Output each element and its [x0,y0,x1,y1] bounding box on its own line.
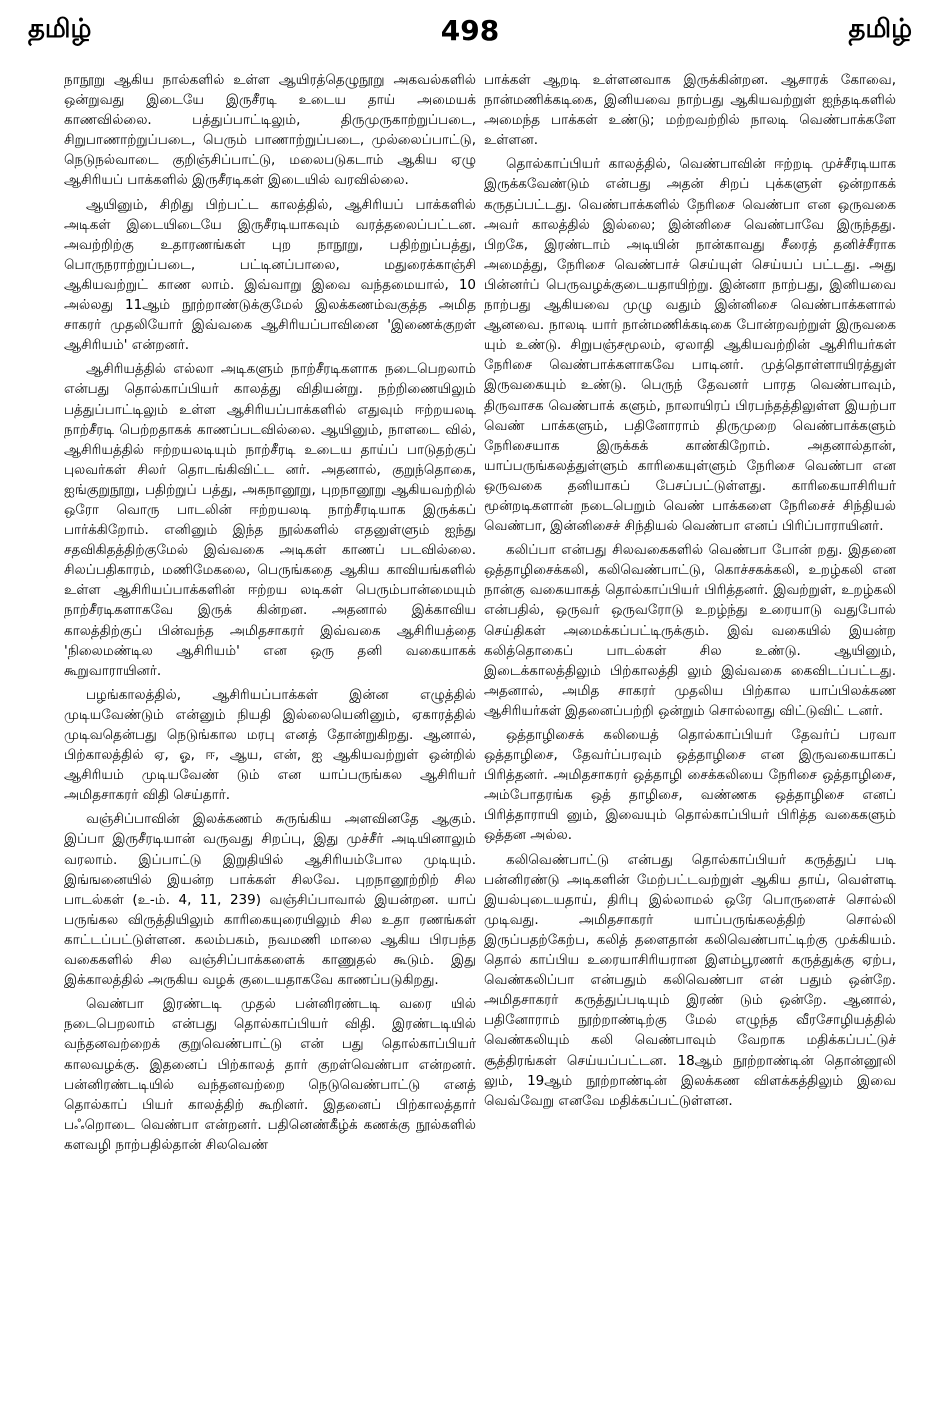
paragraph: பழங்காலத்தில், ஆசிரியப்பாக்கள் இன்ன எழுத்தில் முடியவேண்டும் என்னும் நியதி இல்லையெனினும், ஏகாரத்தில் முடிவதென்பது நெடுங்கால மரபு எனத் தோன்றுகிறது. ஆனால், பிற்காலத்தில் ஏ, ஓ, ஈ, ஆய, என், ஐ ஆகியவற்றுள் ஒன்றில் ஆசிரியம் முடியவேண் டும் என யாப்பருங்கல ஆசிரியர் அமிதசாகரர் விதி செய்தார். [64,686,476,804]
running-head-right: தமிழ் [848,14,912,44]
paragraph: வஞ்சிப்பாவின் இலக்கணம் சுருங்கிய அளவினதே ஆகும். இப்பா இருசீரடியான் வருவது சிறப்பு, இது முச்சீர் அடியினாலும் வரலாம். இப்பாட்டு இறுதியில் ஆசிரியம்போல முடியும். இங்ஙனையில் இயன்ற பாக்கள் சிலவே. புறநானூற்றிற் சில பாடல்கள் (உ-ம். 4, 11, 239) வஞ்சிப்பாவால் இயன்றன. யாப் பருங்கல விருத்தியிலும் காரிகையுரையிலும் சில உதா ரணங்கள் காட்டப்பட்டுள்ளன. கலம்பகம், நவமணி மாலை ஆகிய பிரபந்த வகைகளில் சில வஞ்சிப்பாக்களைக் காணுதல் கூடும். இது இக்காலத்தில் அருகிய வழக் குடையதாகவே காணப்படுகிறது. [64,811,476,989]
paragraph: கலிப்பா என்பது சிலவகைகளில் வெண்பா போன் றது. இதனை ஒத்தாழிசைக்கலி, கலிவெண்பாட்டு, கொச்சகக்கலி, உறழ்கலி என நான்கு வகையாகத் தொல்காப்பியர் பிரித்தனர். இவற்றுள், உறழ்கலி என்பதில், ஒருவர் ஒருவரோடு உறழ்ந்து உரையாடு வதுபோல் செய்திகள் அமைக்கப்பட்டிருக்கும். இவ் வகையில் இயன்ற கலித்தொகைப் பாடல்கள் சில உண்டு. ஆயினும், இடைக்காலத்திலும் பிற்காலத்தி லும் இவ்வகை கைவிடப்பட்டது. அதனால், அமித சாகரர் முதலிய பிற்கால யாப்பிலக்கண ஆசிரியர்கள் இதனைப்பற்றி ஒன்றும் சொல்லாது விட்டுவிட் டனர். [484,542,896,719]
left-column [64,70,476,1159]
right-column [484,70,896,1115]
running-head-left: தமிழ் [28,14,92,44]
page-header [28,14,912,58]
paragraph: ஒத்தாழிசைக் கலியைத் தொல்காப்பியர் தேவர்ப் பரவா ஒத்தாழிசை, தேவர்ப்பரவும் ஒத்தாழிசை என இருவகையாகப் பிரித்தனர். அமிதசாகரர் ஒத்தாழி சைக்கலியை நேரிசை ஒத்தாழிசை, அம்போதரங்க ஒத் தாழிசை, வண்ணக ஒத்தாழிசை எனப் பிரித்தாராயி னும், இவையும் தொல்காப்பியர் பிரித்த வகைகளும் ஒத்தன அல்ல. [484,727,896,844]
paragraph: வெண்பா இரண்டடி முதல் பன்னிரண்டடி வரை யில் நடைபெறலாம் என்பது தொல்காப்பியர் விதி. இரண்டடியில் வந்தனவற்றைக் குறுவெண்பாட்டு என் பது தொல்காப்பியர் காலவழக்கு. இதனைப் பிற்காலத் தார் குறள்வெண்பா என்றனர். பன்னிரண்டடியில் வந்தனவற்றை நெடுவெண்பாட்டு எனத் தொல்காப் பியர் காலத்திற் கூறினர். இதனைப் பிற்காலத்தார் பஃறொடை வெண்பா என்றனர். பதினெண்கீழ்க் கணக்கு நூல்களில் களவழி நாற்பதில்தான் சிலவெண் [64,996,476,1153]
paragraph: தொல்காப்பியர் காலத்தில், வெண்பாவின் ஈற்றடி முச்சீரடியாக இருக்கவேண்டும் என்பது அதன் சிறப் புக்களுள் ஒன்றாகக் கருதப்பட்டது. வெண்பாக்களில் நேரிசை வெண்பா என ஒருவகை அவர் காலத்தில் இல்லை; இன்னிசை வெண்பாவே இருந்தது. பிறகே, இரண்டாம் அடியின் நான்காவது சீரைத் தனிச்சீராக அமைத்து, நேரிசை வெண்பாச் செய்யுள் செய்யப் பட்டது. அது பின்னர்ப் பெருவழக்குடையதாயிற்று. இன்னா நாற்பது, இனியவை நாற்பது ஆகியவை முழு வதும் இன்னிசை வெண்பாக்களால் ஆனவை. நாலடி யார் நான்மணிக்கடிகை போன்றவற்றுள் இருவகை யும் உண்டு. சிறுபஞ்சமூலம், ஏலாதி ஆகியவற்றின் ஆசிரியர்கள் நேரிசை வெண்பாக்களாகவே பாடினர். முத்தொள்ளாயிரத்துள் இருவகையும் உண்டு. பெருந் தேவனர் பாரத வெண்பாவும், திருவாசக வெண்பாக் களும், நாலாயிரப் பிரபந்தத்திலுள்ள இயற்பா வெண் பாக்களும், பதினோராம் திருமுறை வெண்பாக்களும் நேரிசையாக இருக்கக் காண்கிறோம். அதனால்தான், யாப்பருங்கலத்துள்ளும் காரிகையுள்ளும் நேரிசை வெண்பா என ஒருவகை தனியாகப் பேசப்பட்டுள்ளது. காரிகையாசிரியர் மூன்றடிகளான் நடைபெறும் வெண் பாக்களை நேரிசைச் சிந்தியல் வெண்பா, இன்னிசைச் சிந்தியல் வெண்பா எனப் பிரிப்பாராயினர். [484,156,896,535]
paragraph: கலிவெண்பாட்டு என்பது தொல்காப்பியர் கருத்துப் படி பன்னிரண்டு அடிகளின் மேற்பட்டவற்றுள் ஆகிய தாய், வெள்ளடி இயல்புடையதாய், திரிபு இல்லாமல் ஒரே பொருளைச் சொல்லி முடிவது. அமிதசாகரர் யாப்பருங்கலத்திற் சொல்லி இருப்பதற்கேற்ப, கலித் தளைதான் கலிவெண்பாட்டிற்கு முக்கியம். தொல் காப்பிய உரையாசிரியரான இளம்பூரணர் கருத்துக்கு ஏற்ப, வெண்கலிப்பா என்பதும் கலிவெண்பா என் பதும் ஒன்றே. அமிதசாகரர் கருத்துப்படியும் இரண் டும் ஒன்றே. ஆனால், பதினோராம் நூற்றாண்டிற்கு மேல் எழுந்த வீரசோழியத்தில் வெண்கலியும் கலி வெண்பாவும் வேறாக மதிக்கப்பட்டுச் சூத்திரங்கள் செய்யப்பட்டன. 18ஆம் நூற்றாண்டின் தொன்னூலி லும், 19ஆம் நூற்றாண்டின் இலக்கண விளக்கத்திலும் இவை வெவ்வேறு எனவே மதிக்கப்பட்டுள்ளன. [484,851,896,1109]
page-number: 498 [440,14,500,47]
paragraph: ஆயினும், சிறிது பிற்பட்ட காலத்தில், ஆசிரியப் பாக்களில் அடிகள் இடையிடையே இருசீரடியாகவும் வரத்தலைப்பட்டன. அவற்றிற்கு உதாரணங்கள் புற நாநூறு, பதிற்றுப்பத்து, பொருநராற்றுப்படை, பட்டினப்பாலை, மதுரைக்காஞ்சி ஆகியவற்றுட் காண லாம். இவ்வாறு இவை வந்தமையால், 10 அல்லது 11ஆம் நூற்றாண்டுக்குமேல் இலக்கணம்வகுத்த அமித சாகரர் முதலியோர் இவ்வகை ஆசிரியப்பாவினை 'இணைக்குறள் ஆசிரியம்' என்றனர். [64,196,476,354]
paragraph: நாநூறு ஆகிய நால்களில் உள்ள ஆயிரத்தெழுநூறு அகவல்களில் ஒன்றுவது இடையே இருசீரடி உடைய தாய் அமையக் காணவில்லை. பத்துப்பாட்டிலும், திருமுருகாற்றுப்படை, சிறுபாணாற்றுப்படை, பெரும் பாணாற்றுப்படை, முல்லைப்பாட்டு, நெடுநல்வாடை குறிஞ்சிப்பாட்டு, மலைபடுகடாம் ஆகிய ஏழு ஆசிரியப் பாக்களில் இருசீரடிகள் இடையில் வரவில்லை. [64,72,476,189]
paragraph: ஆசிரியத்தில் எல்லா அடிகளும் நாற்சீரடிகளாக நடைபெறலாம் என்பது தொல்காப்பியர் காலத்து விதியன்று. நற்றிணையிலும் பத்துப்பாட்டிலும் உள்ள ஆசிரியப்பாக்களில் எதுவும் ஈற்றயலடி நாற்சீரடி பெற்றதாகக் காணப்படவில்லை. ஆயினும், நாளடை வில், ஆசிரியத்தில் ஈற்றயலடியும் நாற்சீரடி உடைய தாய்ப் பாடுதற்குப் புலவர்கள் சிலர் தொடங்கிவிட்ட னர். அதனால், குறுந்தொகை, ஐங்குறுநூறு, பதிற்றுப் பத்து, அகநானூறு, புறநானூறு ஆகியவற்றில் ஒரோ வொரு பாடலின் ஈற்றயலடி நாற்சீரடியாக இருக்கப் பார்க்கிறோம். எனினும் இந்த நூல்களில் எதனுள்ளும் ஐந்து சதவிகிதத்திற்குமேல் இவ்வகை அடிகள் காணப் படவில்லை. சிலப்பதிகாரம், மணிமேகலை, பெருங்கதை ஆகிய காவியங்களில் உள்ள ஆசிரியப்பாக்களின் ஈற்றய லடிகள் பெரும்பான்மையும் நாற்சீரடிகளாகவே இருக் கின்றன. அதனால் இக்காவிய காலத்திற்குப் பின்வந்த அமிதசாகரர் இவ்வகை ஆசிரியத்தை 'நிலைமண்டில ஆசிரியம்' என ஒரு தனி வகையாகக் கூறுவாராயினர். [64,361,476,679]
paragraph: பாக்கள் ஆறடி உள்ளனவாக இருக்கின்றன. ஆசாரக் கோவை, நான்மணிக்கடிகை, இனியவை நாற்பது ஆகியவற்றுள் ஐந்தடிகளில் அமைந்த பாக்கள் உண்டு; மற்றவற்றில் நாலடி வெண்பாக்களே உள்ளன. [484,72,896,149]
